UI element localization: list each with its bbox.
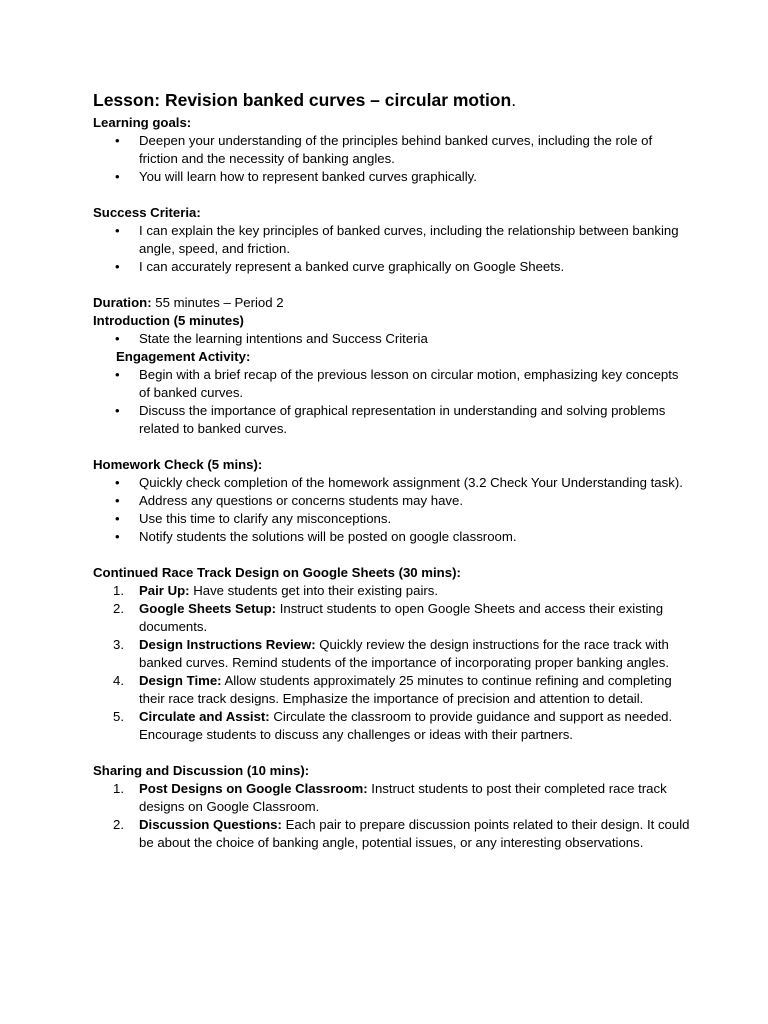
spacer: [93, 438, 693, 456]
numbered-item: [93, 636, 693, 672]
item-lead: Google Sheets Setup:: [139, 601, 277, 616]
item-text: Each pair to prepare discussion points related to their design. It could be about the choice of banking angle, potential issues, or any interesting observations.: [139, 817, 690, 850]
numbered-item: [93, 582, 693, 600]
bullet-icon: •: [115, 403, 120, 418]
item-number: 2.: [113, 601, 124, 616]
list-item: [93, 528, 693, 546]
spacer: [93, 744, 693, 762]
item-number: 1.: [113, 583, 124, 598]
list-item: [93, 258, 693, 276]
item-number: 1.: [113, 781, 124, 796]
item-text: Allow students approximately 25 minutes to continue refining and completing their race track designs. Emphasize the importance of precision and attention to detail.: [139, 673, 672, 706]
list-item: [93, 222, 693, 258]
success-criteria-list: [93, 222, 693, 276]
list-item-text: State the learning intentions and Success Criteria: [139, 331, 428, 346]
duration-value: 55 minutes – Period 2: [151, 295, 284, 310]
spacer: [93, 546, 693, 564]
engagement-list: [93, 366, 693, 438]
race-track-heading: Continued Race Track Design on Google Sheets (30 mins):: [93, 565, 461, 580]
bullet-icon: •: [115, 475, 120, 490]
list-item-text: Quickly check completion of the homework assignment (3.2 Check Your Understanding task).: [139, 475, 683, 490]
title-text: Lesson: Revision banked curves – circular motion: [93, 90, 512, 110]
bullet-icon: •: [115, 493, 120, 508]
item-lead: Design Instructions Review:: [139, 637, 316, 652]
homework-list: [93, 474, 693, 546]
list-item-text: Notify students the solutions will be posted on google classroom.: [139, 529, 517, 544]
page-title: [93, 88, 693, 112]
item-text: Circulate the classroom to provide guidance and support as needed. Encourage students to discuss any challenges or ideas with their partners.: [139, 709, 673, 742]
list-item: [93, 492, 693, 510]
item-number: 3.: [113, 637, 124, 652]
spacer: [93, 186, 693, 204]
item-text: Have students get into their existing pairs.: [189, 583, 439, 598]
learning-goals-list: [93, 132, 693, 186]
list-item-text: Use this time to clarify any misconceptions.: [139, 511, 392, 526]
list-item-text: Address any questions or concerns students may have.: [139, 493, 464, 508]
bullet-icon: •: [115, 367, 120, 382]
item-text: Quickly review the design instructions for the race track with banked curves. Remind students of the importance of incorporating proper banking angles.: [139, 637, 670, 670]
numbered-item: [93, 708, 693, 744]
bullet-icon: •: [115, 223, 120, 238]
sharing-steps: [93, 780, 693, 852]
duration-line: [93, 294, 693, 312]
list-item: [93, 168, 693, 186]
title-period: .: [511, 90, 517, 110]
numbered-item: [93, 780, 693, 816]
learning-goals-heading: Learning goals:: [93, 115, 192, 130]
list-item: [93, 132, 693, 168]
duration-label: Duration:: [93, 295, 152, 310]
item-lead: Circulate and Assist:: [139, 709, 270, 724]
lesson-document: [93, 88, 693, 852]
list-item: [93, 402, 693, 438]
spacer: [93, 276, 693, 294]
item-text: Instruct students to post their completed race track designs on Google Classroom.: [139, 781, 667, 814]
bullet-icon: •: [115, 169, 120, 184]
race-track-steps: [93, 582, 693, 744]
list-item-text: I can accurately represent a banked curve graphically on Google Sheets.: [139, 259, 565, 274]
item-text: Instruct students to open Google Sheets and access their existing documents.: [139, 601, 664, 634]
item-lead: Design Time:: [139, 673, 222, 688]
list-item: [93, 510, 693, 528]
numbered-item: [93, 816, 693, 852]
numbered-item: [93, 600, 693, 636]
introduction-heading: Introduction (5 minutes): [93, 313, 244, 328]
list-item: [93, 330, 693, 348]
list-item-text: I can explain the key principles of banked curves, including the relationship between banking angle, speed, and friction.: [139, 223, 679, 256]
list-item-text: Begin with a brief recap of the previous lesson on circular motion, emphasizing key concepts of banked curves.: [139, 367, 679, 400]
list-item-text: You will learn how to represent banked curves graphically.: [139, 169, 477, 184]
bullet-icon: •: [115, 331, 120, 346]
list-item: [93, 474, 693, 492]
bullet-icon: •: [115, 259, 120, 274]
bullet-icon: •: [115, 529, 120, 544]
item-lead: Pair Up:: [139, 583, 190, 598]
item-number: 5.: [113, 709, 124, 724]
item-number: 2.: [113, 817, 124, 832]
item-number: 4.: [113, 673, 124, 688]
success-criteria-heading: Success Criteria:: [93, 205, 201, 220]
bullet-icon: •: [115, 133, 120, 148]
introduction-list: [93, 330, 693, 348]
list-item-text: Discuss the importance of graphical representation in understanding and solving problems related to banked curves.: [139, 403, 666, 436]
engagement-heading: Engagement Activity:: [116, 349, 251, 364]
bullet-icon: •: [115, 511, 120, 526]
list-item: [93, 366, 693, 402]
numbered-item: [93, 672, 693, 708]
item-lead: Discussion Questions:: [139, 817, 282, 832]
homework-heading: Homework Check (5 mins):: [93, 457, 263, 472]
sharing-heading: Sharing and Discussion (10 mins):: [93, 763, 310, 778]
item-lead: Post Designs on Google Classroom:: [139, 781, 368, 796]
list-item-text: Deepen your understanding of the principles behind banked curves, including the role of friction and the necessity of banking angles.: [139, 133, 653, 166]
